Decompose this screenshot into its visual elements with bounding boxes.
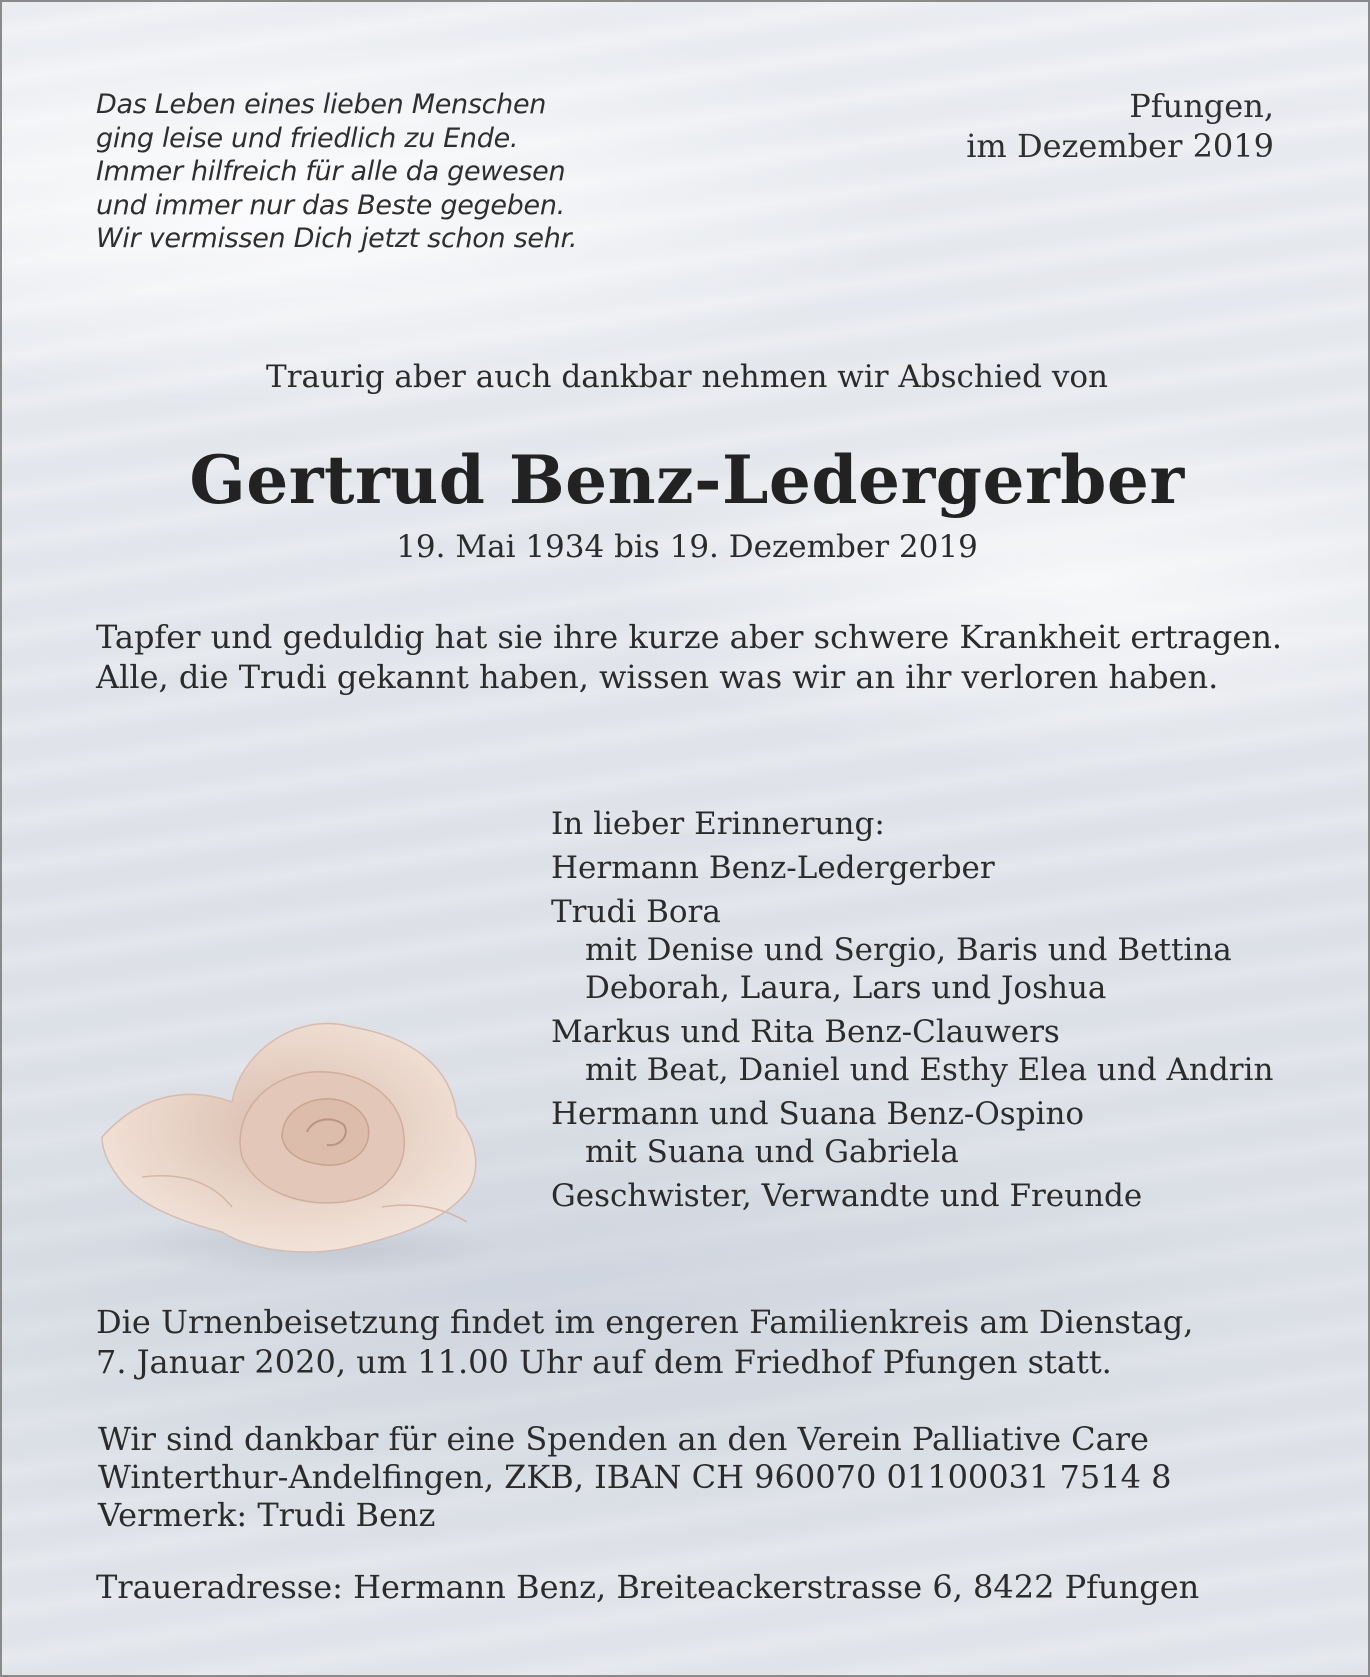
poem-line: ging leise und friedlich zu Ende. [96,122,519,154]
family-member-sub: mit Suana und Gabriela [585,1134,959,1170]
burial-notice [96,1302,1193,1382]
burial-line: 7. Januar 2020, um 11.00 Uhr auf dem Friedhof Pfungen statt. [96,1343,1112,1381]
tribute-line: Tapfer und geduldig hat sie ihre kurze aber schwere Krankheit ertragen. [96,618,1283,656]
family-member: Markus und Rita Benz-Clauwers [551,1014,1060,1050]
intro-line: Traurig aber auch dankbar nehmen wir Abschied von [266,359,1108,395]
poem [96,88,577,256]
poem-line: und immer nur das Beste gegeben. [96,189,565,221]
donation-line: Wir sind dankbar für eine Spenden an den Verein Palliative Care [98,1420,1149,1458]
family-member: Geschwister, Verwandte und Freunde [551,1178,1143,1214]
mourning-address: Traueradresse: Hermann Benz, Breiteackerstrasse 6, 8422 Pfungen [96,1568,1200,1606]
tribute-paragraph [96,617,1282,697]
deceased-name: Gertrud Benz-Ledergerber [189,441,1185,519]
donation-line: Winterthur-Andelfingen, ZKB, IBAN CH 960070 01100031 7514 8 [98,1458,1172,1496]
poem-line: Das Leben eines lieben Menschen [96,89,547,120]
rose-image [82,1007,502,1277]
family-member: Hermann Benz-Ledergerber [551,850,995,886]
poem-line: Immer hilfreich für alle da gewesen [96,156,566,187]
month-year: im Dezember 2019 [966,127,1274,165]
family-member-sub: mit Beat, Daniel und Esthy Elea und Andrin [585,1052,1274,1088]
family-list [551,805,1273,1215]
place: Pfungen, [1129,87,1274,125]
place-date [966,86,1274,166]
life-dates: 19. Mai 1934 bis 19. Dezember 2019 [396,529,978,565]
donation-notice [98,1420,1172,1534]
family-member: Trudi Bora [551,894,721,930]
tribute-line: Alle, die Trudi gekannt haben, wissen was wir an ihr verloren haben. [96,658,1219,696]
family-member: Hermann und Suana Benz-Ospino [551,1096,1085,1132]
donation-line: Vermerk: Trudi Benz [98,1496,436,1534]
poem-line: Wir vermissen Dich jetzt schon sehr. [96,223,578,254]
family-member-sub: Deborah, Laura, Lars und Joshua [585,970,1107,1006]
family-heading: In lieber Erinnerung: [551,806,885,842]
burial-line: Die Urnenbeisetzung findet im engeren Familienkreis am Dienstag, [96,1303,1194,1341]
family-member-sub: mit Denise und Sergio, Baris und Bettina [585,932,1232,968]
